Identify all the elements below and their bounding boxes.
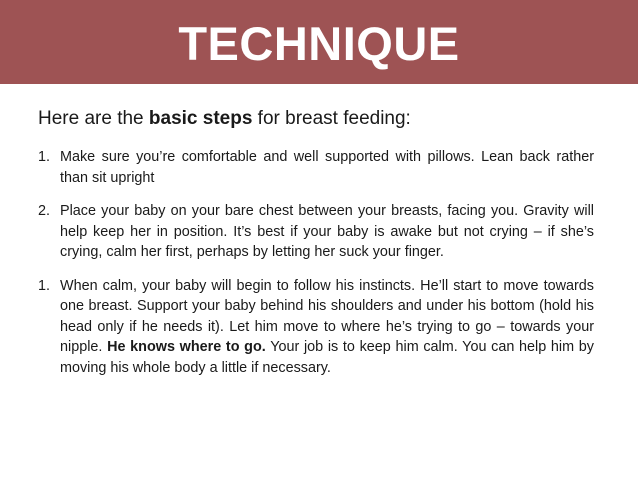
list-item: [38, 201, 594, 263]
intro-suffix: for breast feeding:: [252, 108, 411, 129]
intro-bold: basic steps: [148, 108, 253, 129]
step-text: Make sure you’re comfortable and well supported with pillows. Lean back rather than sit upright: [60, 149, 594, 186]
step-number: 2.: [38, 203, 51, 219]
slide-content: [38, 107, 594, 391]
step-text-after: Your job is to keep him calm. You can help him by moving his whole body a little if necessary.: [60, 339, 594, 376]
slide-title: TECHNIQUE: [178, 16, 460, 70]
step-number: 1.: [38, 277, 51, 294]
list-item: [38, 147, 594, 188]
step-text-before: When calm, your baby will begin to follow his instincts. He’ll start to move towards one breast. Support your baby behind his shoulders and under his bottom (hold his head only if he needs it). Let him move to where he’s trying to go – towards your nipple.: [60, 277, 594, 355]
steps-list: [38, 147, 594, 378]
step-text-bold: He knows where to go.: [107, 339, 266, 355]
intro-prefix: Here are the: [38, 108, 149, 129]
step-number: 1.: [38, 149, 51, 165]
list-item: [38, 276, 594, 379]
intro-line: [38, 107, 594, 131]
step-text: [60, 276, 594, 379]
title-banner: [0, 0, 638, 84]
step-text: Place your baby on your bare chest between your breasts, facing you. Gravity will help keep her in position. It’s best if your baby is awake but not crying – if she’s crying, calm her first, perhaps by letting her suck your finger.: [60, 203, 594, 260]
